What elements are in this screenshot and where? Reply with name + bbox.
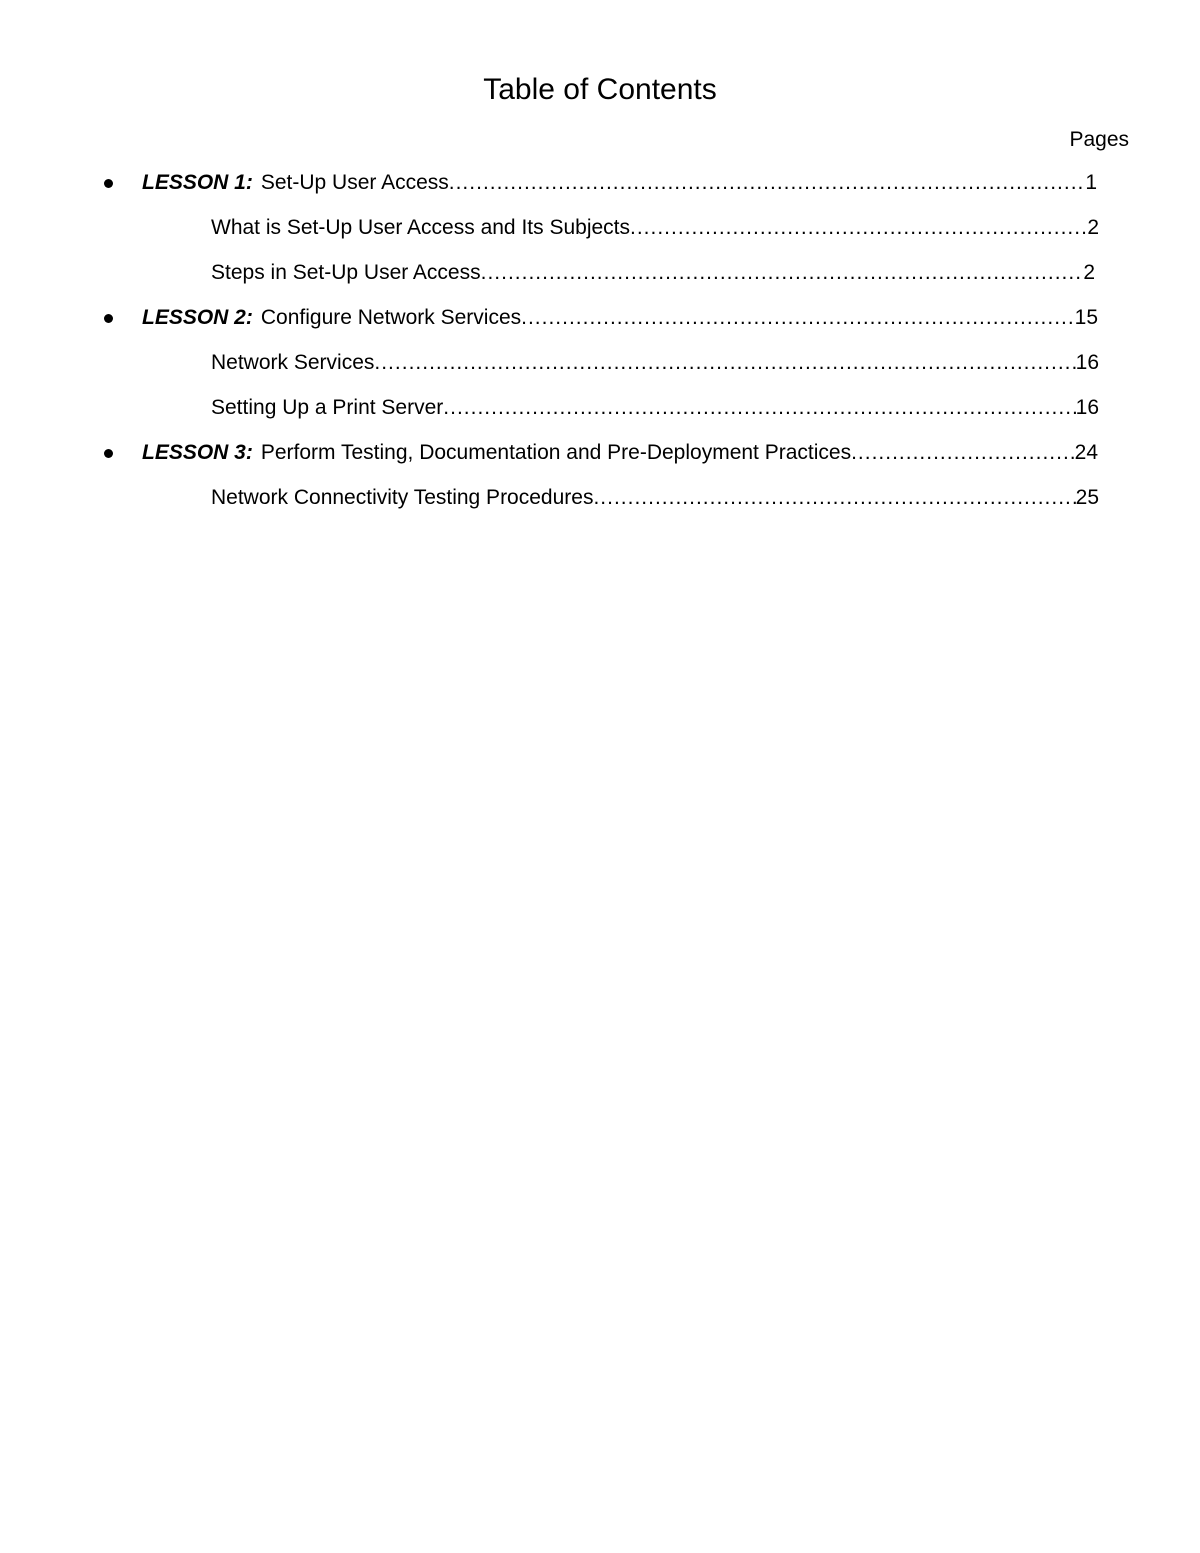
page-number: 1 — [1085, 171, 1097, 194]
page-number: 16 — [1075, 351, 1099, 374]
toc-entry-title: Perform Testing, Documentation and Pre-Deployment Practices — [260, 441, 852, 464]
toc-row — [142, 436, 1098, 470]
toc-row — [211, 256, 1095, 290]
page-number: 24 — [1074, 441, 1098, 464]
dot-leader — [630, 211, 1087, 245]
page-number: 2 — [1087, 216, 1099, 239]
bullet-icon — [104, 179, 113, 188]
dot-leader — [374, 346, 1075, 380]
toc-lesson-entry — [0, 166, 1200, 211]
page-number: 16 — [1075, 396, 1099, 419]
page-number: 2 — [1083, 261, 1095, 284]
lesson-label: LESSON 2: — [142, 306, 253, 329]
toc-sub-entry — [0, 346, 1200, 391]
dot-leader — [851, 436, 1075, 470]
dot-leader — [443, 391, 1075, 425]
pages-column-header: Pages — [1069, 128, 1129, 151]
page-number: 15 — [1074, 306, 1098, 329]
dot-leader — [481, 256, 1084, 290]
bullet-icon — [104, 449, 113, 458]
dot-leader — [593, 481, 1075, 515]
toc-sub-entry — [0, 481, 1200, 526]
toc-row — [211, 391, 1099, 425]
toc-sub-entry — [0, 256, 1200, 301]
dot-leader — [521, 301, 1075, 335]
dot-leader — [449, 166, 1086, 200]
toc-entry-title: Network Connectivity Testing Procedures — [211, 486, 594, 509]
toc-lesson-entry — [0, 436, 1200, 481]
page-number: 25 — [1075, 486, 1099, 509]
toc-entry-title: What is Set-Up User Access and Its Subjects — [211, 216, 630, 239]
toc-row — [142, 301, 1098, 335]
lesson-label: LESSON 3: — [142, 441, 253, 464]
toc-row — [142, 166, 1097, 200]
bullet-icon — [104, 314, 113, 323]
toc-entry-title: Setting Up a Print Server — [211, 396, 444, 419]
toc-lesson-entry — [0, 301, 1200, 346]
toc-row — [211, 211, 1099, 245]
toc-entry-title: Set-Up User Access — [260, 171, 449, 194]
toc-entry-title: Steps in Set-Up User Access — [211, 261, 481, 284]
toc-row — [211, 481, 1099, 515]
toc-row — [211, 346, 1099, 380]
toc-entry-title: Network Services — [211, 351, 375, 374]
toc-entry-title: Configure Network Services — [260, 306, 522, 329]
toc-list — [0, 166, 1200, 526]
toc-sub-entry — [0, 211, 1200, 256]
toc-sub-entry — [0, 391, 1200, 436]
lesson-label: LESSON 1: — [142, 171, 253, 194]
page-title: Table of Contents — [483, 73, 717, 106]
